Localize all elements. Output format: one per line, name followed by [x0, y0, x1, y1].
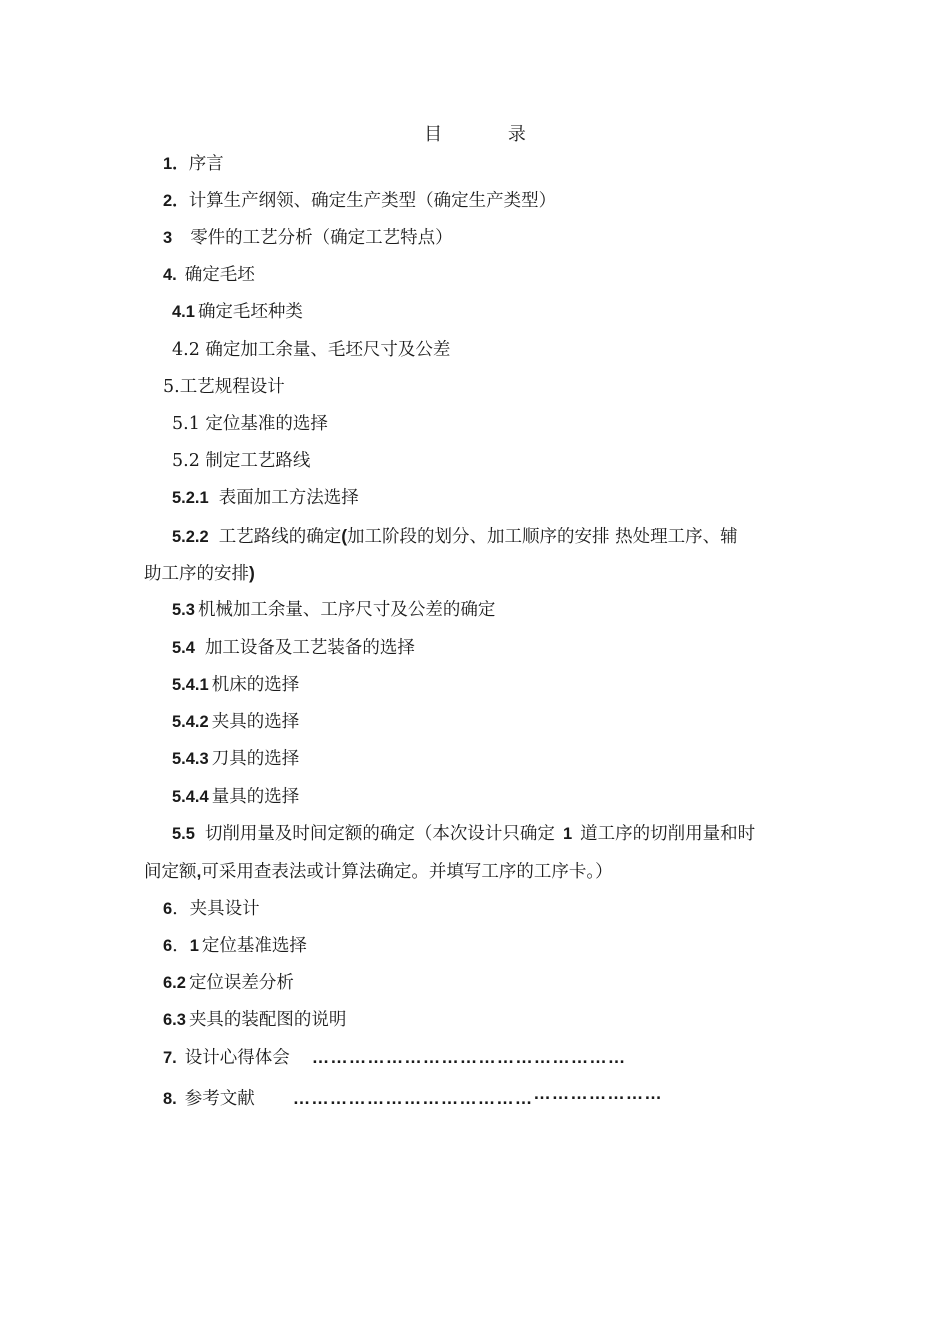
- toc-title: [0, 120, 950, 146]
- toc-item-number: 7.: [163, 1049, 177, 1067]
- toc-item-5: [163, 375, 285, 399]
- toc-item-text: 加工设备及工艺装备的选择: [204, 638, 415, 658]
- toc-item-text: 参考文献: [184, 1089, 255, 1109]
- toc-item-number: 3: [163, 229, 173, 247]
- toc-item-5-1: [172, 412, 328, 436]
- toc-item-text: 5.1 定位基准的选择: [172, 414, 328, 434]
- toc-item-text: 机械加工余量、工序尺寸及公差的确定: [197, 600, 496, 620]
- toc-item-number: 6.3: [163, 1011, 186, 1029]
- toc-title-char-1: 目: [424, 124, 443, 145]
- toc-item-number: 5.5: [172, 825, 195, 843]
- toc-item-number: 5.4.2: [172, 713, 209, 731]
- toc-item-5-4-2: [172, 710, 299, 734]
- toc-item-text-cont: 道工序的切削用量和时: [580, 824, 756, 844]
- toc-item-text: 切削用量及时间定额的确定（本次设计只确定: [204, 824, 555, 844]
- toc-item-5-2: [172, 449, 310, 473]
- toc-item-5-4: [172, 636, 415, 660]
- toc-item-text: 定位误差分析: [188, 973, 294, 993]
- toc-item-number: 6: [163, 937, 173, 955]
- toc-item-text-cont: 定位基准选择: [201, 936, 307, 956]
- toc-item-2: [163, 189, 556, 213]
- toc-item-5-4-1: [172, 673, 299, 697]
- toc-item-6-3: [163, 1008, 346, 1032]
- toc-item-3: [163, 226, 453, 250]
- toc-item-4-1: [172, 300, 303, 324]
- toc-item-number: 1: [189, 937, 199, 955]
- toc-item-text: ．: [172, 936, 190, 956]
- toc-item-number: 6.2: [163, 974, 186, 992]
- toc-item-4-2: [172, 338, 450, 362]
- toc-item-6: [163, 897, 260, 921]
- toc-leader-dots: …………………………………: [292, 1088, 534, 1108]
- toc-item-text: 计算生产纲领、确定生产类型（确定生产类型）: [188, 191, 557, 211]
- toc-leader-dots: ……………………………………………: [311, 1047, 627, 1067]
- toc-item-4: [163, 263, 255, 287]
- toc-item-text: ．夹具设计: [172, 899, 260, 919]
- toc-item-5-5: [172, 822, 755, 846]
- toc-item-7: [163, 1045, 626, 1070]
- toc-item-comma: ,: [196, 861, 202, 881]
- toc-item-text: 助工序的安排: [144, 564, 249, 584]
- toc-item-5-2-2-cont: [144, 561, 255, 586]
- toc-item-number: 2．: [163, 192, 189, 210]
- toc-item-text: 表面加工方法选择: [218, 488, 359, 508]
- toc-item-5-4-4: [172, 785, 299, 809]
- toc-item-text-cont: 可采用查表法或计算法确定。并填写工序的工序卡。）: [201, 862, 613, 882]
- toc-item-text: 序言: [188, 154, 224, 174]
- toc-item-text-cont: 加工阶段的划分、加工顺序的安排 热处理工序、辅: [347, 527, 738, 547]
- toc-item-number: 5.2.1: [172, 489, 209, 507]
- toc-item-text: 4.2 确定加工余量、毛坯尺寸及公差: [172, 340, 451, 360]
- toc-item-text: 间定额: [144, 862, 197, 882]
- toc-item-text: 夹具的选择: [211, 712, 300, 732]
- toc-item-number: 4.1: [172, 303, 195, 321]
- toc-item-5-3: [172, 598, 495, 622]
- toc-item-number: 6: [163, 900, 173, 918]
- toc-item-text: 设计心得体会: [184, 1048, 290, 1068]
- toc-item-1: [163, 152, 224, 176]
- toc-leader-dots: …………………: [533, 1083, 663, 1103]
- toc-item-text: 确定毛坯: [184, 265, 255, 285]
- toc-title-char-2: 录: [507, 124, 526, 145]
- toc-item-6-2: [163, 971, 294, 995]
- toc-item-text: 确定毛坯种类: [197, 302, 303, 322]
- toc-item-text: 刀具的选择: [211, 749, 300, 769]
- toc-item-number: 5.2.2: [172, 528, 209, 546]
- toc-item-text: 5.2 制定工艺路线: [172, 451, 311, 471]
- toc-item-number: 1: [562, 825, 573, 843]
- toc-item-text: 机床的选择: [211, 675, 300, 695]
- toc-item-5-4-3: [172, 747, 299, 771]
- toc-item-6-1: [163, 934, 307, 958]
- toc-item-number: 5.3: [172, 601, 195, 619]
- toc-item-number: 5.4.3: [172, 750, 209, 768]
- toc-item-number: 5.4.4: [172, 788, 209, 806]
- toc-item-number: 5.4: [172, 639, 195, 657]
- toc-item-5-2-2: [172, 524, 738, 549]
- toc-item-paren: (: [341, 526, 348, 546]
- toc-item-number: 1．: [163, 155, 189, 173]
- toc-item-number: 8.: [163, 1090, 177, 1108]
- toc-item-text: 量具的选择: [211, 787, 300, 807]
- toc-item-text: 零件的工艺分析（确定工艺特点）: [190, 228, 453, 248]
- toc-item-number: 4.: [163, 266, 177, 284]
- toc-item-paren: ): [249, 563, 255, 583]
- toc-item-5-2-1: [172, 486, 359, 510]
- toc-item-text: 夹具的装配图的说明: [188, 1010, 347, 1030]
- toc-item-number: 5.4.1: [172, 676, 209, 694]
- toc-item-8: [163, 1083, 663, 1111]
- toc-item-text: 工艺路线的确定: [218, 527, 342, 547]
- toc-item-text: 5.工艺规程设计: [163, 377, 285, 397]
- toc-item-5-5-cont: [144, 859, 613, 884]
